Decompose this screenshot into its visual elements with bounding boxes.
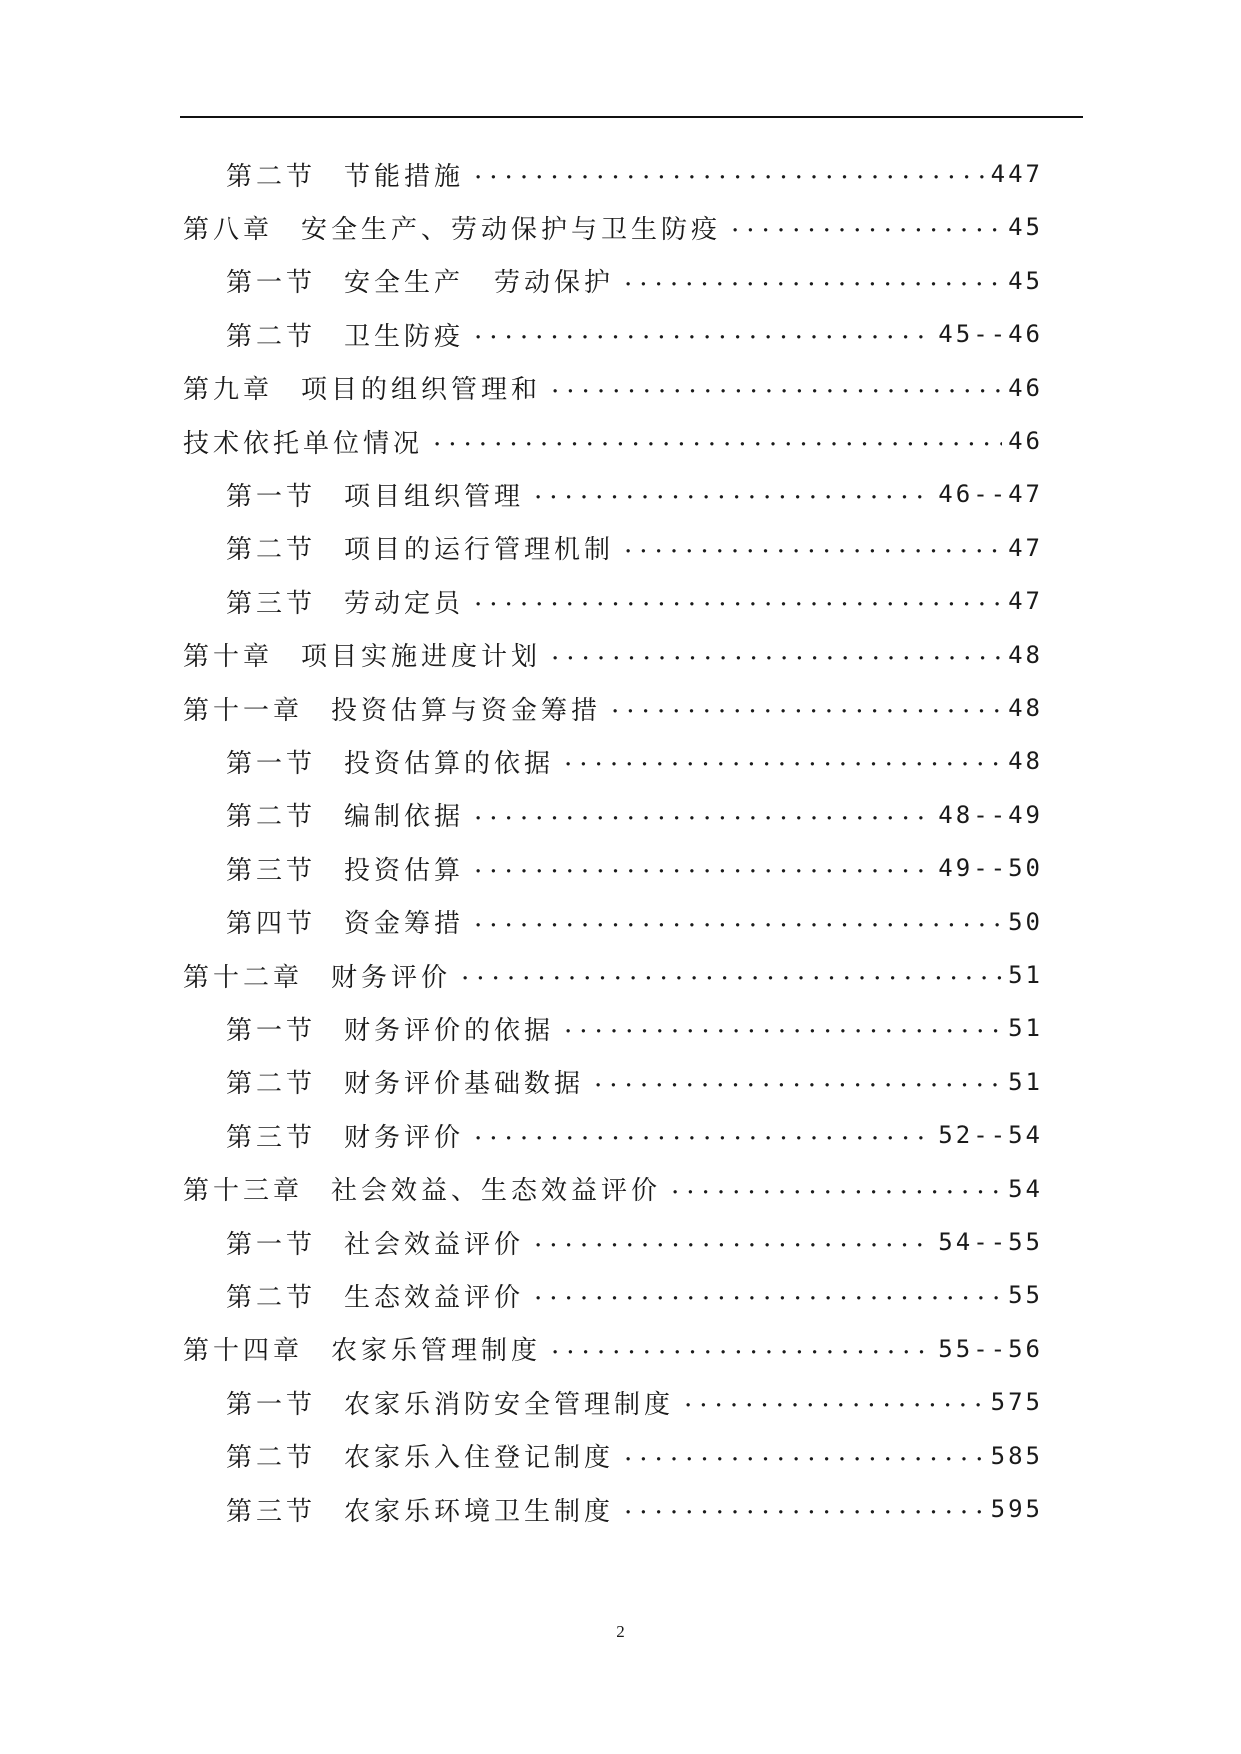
toc-entry-page: 585 [990, 1441, 1043, 1470]
toc-dot-leader [534, 475, 932, 505]
toc-entry-text: 农家乐消防安全管理制度 [344, 1389, 675, 1420]
toc-entry-text: 财务评价的依据 [344, 1015, 555, 1046]
toc-entry-title [226, 850, 464, 887]
toc-dot-leader [624, 1490, 985, 1520]
toc-entry-page: 45 [1008, 266, 1043, 295]
toc-entry-text: 安全生产 劳动保护 [344, 268, 615, 299]
toc-entry[interactable] [226, 848, 1043, 888]
toc-entry-label: 第二节 [226, 321, 317, 352]
toc-entry-page: 54--55 [938, 1228, 1043, 1256]
toc-entry-label: 第九章 [183, 375, 274, 406]
toc-dot-leader [671, 1170, 1002, 1200]
toc-dot-leader [551, 1330, 932, 1360]
toc-entry-title [226, 1224, 524, 1261]
toc-entry[interactable] [183, 955, 1043, 995]
toc-entry-page: 49--50 [938, 854, 1043, 883]
toc-entry-label: 第二节 [226, 1282, 317, 1313]
toc-entry-title [183, 209, 721, 246]
toc-entry-text: 农家乐管理制度 [331, 1336, 542, 1367]
toc-dot-leader [474, 903, 1002, 933]
header-rule [180, 116, 1083, 118]
toc-entry-page: 48 [1008, 747, 1043, 776]
toc-entry-title [183, 1170, 661, 1207]
toc-entry[interactable] [226, 528, 1043, 568]
toc-entry-title [226, 156, 464, 193]
toc-entry[interactable] [226, 581, 1043, 621]
toc-entry-page: 48--49 [938, 800, 1043, 829]
toc-entry-page: 48 [1008, 640, 1043, 669]
toc-entry-text: 项目实施进度计划 [301, 642, 542, 673]
toc-entry-text: 生态效益评价 [344, 1282, 525, 1313]
toc-entry-label: 第二节 [226, 1443, 317, 1474]
toc-entry-title [183, 1330, 541, 1367]
toc-entry-title [226, 529, 614, 566]
toc-entry-label: 第一节 [226, 1229, 317, 1260]
toc-entry-title [226, 743, 554, 780]
toc-entry-label: 第二节 [226, 1069, 317, 1100]
toc-entry-page: 46 [1008, 373, 1043, 402]
toc-dot-leader [433, 422, 1002, 452]
toc-entry-title [226, 1384, 674, 1421]
toc-entry[interactable] [226, 1062, 1043, 1102]
toc-entry-label: 第一节 [226, 1389, 317, 1420]
toc-entry-title [183, 423, 423, 460]
toc-entry-text: 财务评价 [344, 1122, 465, 1153]
toc-entry-title [226, 583, 464, 620]
toc-entry[interactable] [226, 1115, 1043, 1155]
toc-entry[interactable] [183, 421, 1043, 461]
toc-entry[interactable] [226, 1382, 1043, 1422]
toc-entry-text: 项目的运行管理机制 [344, 535, 615, 566]
toc-entry-text: 节能措施 [344, 161, 465, 192]
toc-entry-label: 第十三章 [183, 1176, 304, 1207]
toc-dot-leader [461, 956, 1002, 986]
toc-entry-title [226, 476, 524, 513]
toc-entry-page: 54 [1008, 1174, 1043, 1203]
toc-entry-page: 47 [1008, 587, 1043, 616]
toc-entry-page: 55 [1008, 1281, 1043, 1310]
toc-entry-label: 第一节 [226, 481, 317, 512]
toc-dot-leader [551, 369, 1002, 399]
toc-entry[interactable] [226, 1222, 1043, 1262]
toc-dot-leader [474, 796, 932, 826]
toc-entry-page: 51 [1008, 1067, 1043, 1096]
toc-entry-label: 第一节 [226, 1015, 317, 1046]
toc-entry-text: 项目组织管理 [344, 481, 525, 512]
toc-entry-label: 第二节 [226, 161, 317, 192]
toc-dot-leader [474, 1116, 932, 1146]
toc-entry-text: 财务评价基础数据 [344, 1069, 585, 1100]
toc-entry[interactable] [226, 1008, 1043, 1048]
toc-entry-title [183, 636, 541, 673]
toc-dot-leader [474, 155, 985, 185]
toc-entry[interactable] [183, 635, 1043, 675]
toc-dot-leader [534, 1223, 932, 1253]
toc-entry-label: 第十章 [183, 642, 274, 673]
toc-entry-title [183, 957, 451, 994]
toc-entry-text: 卫生防疫 [344, 321, 465, 352]
toc-entry-text: 农家乐环境卫生制度 [344, 1496, 615, 1527]
toc-dot-leader [564, 742, 1002, 772]
toc-entry-label: 第十一章 [183, 695, 304, 726]
toc-entry-page: 595 [990, 1495, 1043, 1523]
toc-entry-page: 46--47 [938, 480, 1043, 509]
toc-entry-text: 投资估算与资金筹措 [331, 695, 602, 726]
toc-entry[interactable] [183, 1329, 1043, 1369]
toc-entry[interactable] [226, 741, 1043, 781]
toc-entry[interactable] [183, 207, 1043, 247]
toc-entry-title [183, 369, 541, 406]
toc-entry-title [226, 1063, 584, 1100]
toc-entry-text: 投资估算的依据 [344, 748, 555, 779]
toc-entry-label: 第二节 [226, 802, 317, 833]
toc-entry-text: 社会效益、生态效益评价 [331, 1176, 662, 1207]
toc-entry-title [226, 1010, 554, 1047]
toc-entry-text: 资金筹措 [344, 909, 465, 940]
toc-entry-page: 47 [1008, 533, 1043, 562]
toc-dot-leader [624, 529, 1002, 559]
toc-entry-label: 第十四章 [183, 1336, 304, 1367]
toc-entry-label: 第一节 [226, 748, 317, 779]
toc-entry-text: 项目的组织管理和 [301, 375, 542, 406]
toc-entry[interactable] [183, 1169, 1043, 1209]
toc-entry-page: 45--46 [938, 320, 1043, 349]
toc-entry-label: 第八章 [183, 214, 274, 245]
toc-entry-label: 第三节 [226, 588, 317, 619]
toc-entry-label: 第十二章 [183, 962, 304, 993]
toc-dot-leader [534, 1276, 1002, 1306]
toc-entry-page: 55--56 [938, 1334, 1043, 1363]
toc-entry-text: 农家乐入住登记制度 [344, 1443, 615, 1474]
toc-entry-page: 45 [1008, 213, 1043, 242]
toc-entry-page: 52--54 [938, 1121, 1043, 1150]
toc-entry-text: 社会效益评价 [344, 1229, 525, 1260]
toc-entry-page: 46 [1008, 427, 1043, 455]
toc-entry-page: 51 [1008, 961, 1043, 989]
toc-entry-title [226, 1437, 614, 1474]
toc-entry-text: 安全生产、劳动保护与卫生防疫 [301, 214, 722, 245]
toc-entry-title [226, 262, 614, 299]
page-number: 2 [616, 1622, 625, 1641]
toc-dot-leader [474, 849, 932, 879]
toc-entry-label: 第三节 [226, 1496, 317, 1527]
toc-entry-page: 51 [1008, 1014, 1043, 1043]
toc-dot-leader [624, 262, 1002, 292]
toc-dot-leader [594, 1063, 1002, 1093]
toc-entry[interactable] [183, 368, 1043, 408]
toc-entry-label: 第三节 [226, 855, 317, 886]
toc-entry-title [183, 690, 601, 727]
toc-entry-page: 575 [990, 1388, 1043, 1417]
toc-entry-title [226, 1491, 614, 1528]
toc-dot-leader [551, 636, 1002, 666]
toc-entry-text: 投资估算 [344, 855, 465, 886]
toc-entry[interactable] [226, 902, 1043, 942]
toc-entry-text: 劳动定员 [344, 588, 465, 619]
toc-entry-label: 第四节 [226, 909, 317, 940]
toc-entry[interactable] [226, 474, 1043, 514]
toc-entry[interactable] [226, 261, 1043, 301]
toc-entry[interactable] [226, 1489, 1043, 1529]
toc-entry-label: 第二节 [226, 535, 317, 566]
toc-entry-text: 财务评价 [331, 962, 452, 993]
toc-entry-label: 第一节 [226, 268, 317, 299]
toc-entry-text: 技术依托单位情况 [183, 428, 424, 459]
toc-dot-leader [564, 1009, 1002, 1039]
toc-dot-leader [474, 582, 1002, 612]
toc-entry-title [226, 796, 464, 833]
toc-entry-page: 50 [1008, 907, 1043, 936]
toc-entry-page: 48 [1008, 694, 1043, 722]
toc-entry-page: 447 [990, 160, 1043, 188]
toc-entry[interactable] [226, 154, 1043, 194]
toc-entry-title [226, 1277, 524, 1314]
toc-entry[interactable] [226, 795, 1043, 835]
toc-dot-leader [474, 315, 932, 345]
toc-dot-leader [731, 208, 1002, 238]
toc-dot-leader [624, 1437, 985, 1467]
toc-entry[interactable] [226, 1275, 1043, 1315]
toc-entry[interactable] [183, 688, 1043, 728]
toc-entry-title [226, 1117, 464, 1154]
toc-entry[interactable] [226, 314, 1043, 354]
toc-entry[interactable] [226, 1436, 1043, 1476]
toc-dot-leader [684, 1383, 985, 1413]
toc-entry-title [226, 316, 464, 353]
toc-entry-text: 编制依据 [344, 802, 465, 833]
toc-entry-title [226, 903, 464, 940]
toc-dot-leader [611, 689, 1002, 719]
toc-entry-label: 第三节 [226, 1122, 317, 1153]
